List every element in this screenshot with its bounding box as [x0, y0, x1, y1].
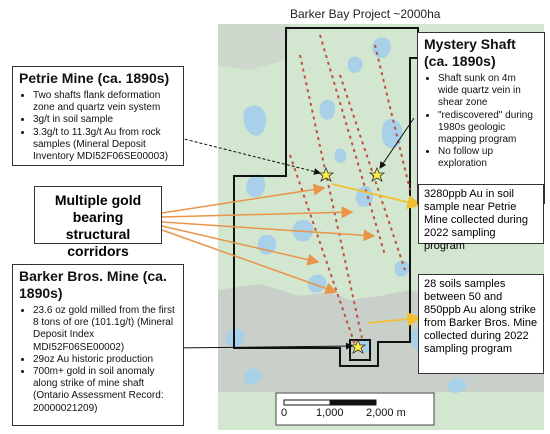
scale-bar-panel [276, 393, 434, 425]
list-item: • 700m+ gold in soil anomaly along strike of mine shaft (Ontario Assessment Record: 20000021209) [33, 366, 177, 415]
list-item: • 3.3g/t to 11.3g/t Au from rock samples (Mineral Deposit Inventory MDI52F06SE00003) [33, 127, 177, 164]
scale-label-1000: 1,000 [316, 407, 344, 419]
list-item: • 23.6 oz gold milled from the first 8 tons of ore (101.1g/t) (Mineral Deposit Index MDI52F06SE00002) [33, 305, 177, 354]
soil-sample-box-1: 3280ppb Au in soil sample near Petrie Mine collected during 2022 sampling program [418, 184, 544, 244]
list-item: • 29oz Au historic production [33, 354, 177, 366]
petrie-mine-box [12, 66, 184, 166]
petrie-mine-title: Petrie Mine (ca. 1890s) [19, 70, 170, 86]
soil-sample-box-2: 28 soils samples between 50 and 850ppb Au along strike from Barker Bros. Mine collected during 2022 sampling program [418, 274, 544, 374]
scale-bar-segment [330, 400, 376, 405]
barker-mine-box [12, 264, 184, 426]
list-item: • No follow up exploration [438, 146, 538, 170]
petrie-mine-bullets [19, 90, 177, 163]
list-item: • Two shafts flank deformation zone and quartz vein system [33, 90, 177, 114]
mystery-shaft-title: Mystery Shaft (ca. 1890s) [424, 36, 516, 69]
scale-bar-segment [284, 400, 330, 405]
mystery-shaft-bullets [424, 73, 538, 171]
list-item: • "rediscovered" during 1980s geologic mapping program [438, 110, 538, 147]
barker-mine-bullets [19, 305, 177, 415]
list-item: • 3g/t in soil sample [33, 114, 177, 126]
barker-mine-title: Barker Bros. Mine (ca. 1890s) [19, 268, 167, 301]
mystery-shaft-box [417, 32, 545, 204]
corridors-label: Multiple gold bearing structural corridors [34, 186, 162, 244]
scale-label-0: 0 [281, 407, 288, 419]
list-item: • Shaft sunk on 4m wide quartz vein in shear zone [438, 73, 538, 110]
map-title: Barker Bay Project ~2000ha [290, 7, 441, 21]
scale-label-2000: 2,000 m [366, 407, 406, 419]
